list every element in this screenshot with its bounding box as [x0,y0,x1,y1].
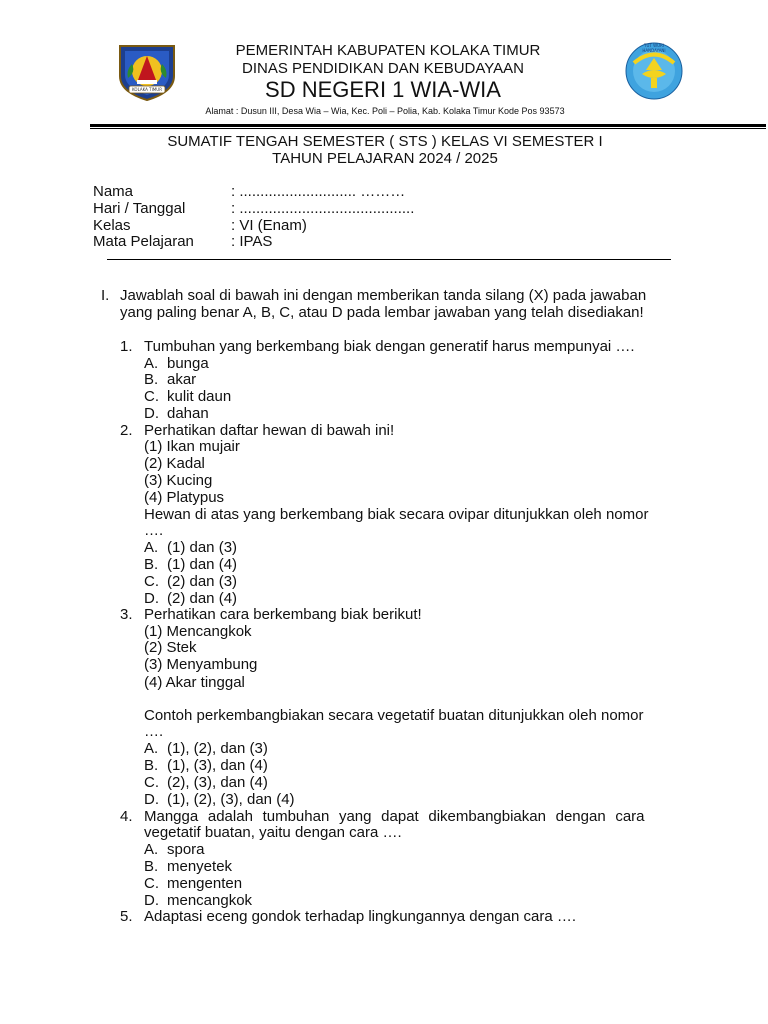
identity-label: Mata Pelajaran [93,233,194,250]
q4-option-d: D. mencangkok [144,892,253,909]
letterhead-government: PEMERINTAH KABUPATEN KOLAKA TIMUR [235,42,541,59]
q1-option-d: D. dahan [144,405,209,422]
letterhead-department: DINAS PENDIDIKAN DAN KEBUDAYAAN [241,60,524,77]
q3-stem-line-2: …. [144,723,164,740]
question-3 [120,607,680,624]
q4-text-line-2: vegetatif buatan, yaitu dengan cara …. [144,824,402,841]
q2-stem-line-1: Hewan di atas yang berkembang biak secara ovipar ditunjukkan oleh nomor [144,506,649,523]
q2-option-c: C. (2) dan (3) [144,573,238,590]
question-text: Perhatikan cara berkembang biak berikut! [144,606,422,623]
q3-item-2: (2) Stek [144,639,197,656]
letterhead-school-name: SD NEGERI 1 WIA-WIA [265,77,501,102]
letterhead-rule-thin [90,128,766,129]
q3-option-d: D. (1), (2), (3), dan (4) [144,791,295,808]
q2-option-a: A. (1) dan (3) [144,539,238,556]
left-logo-banner: KOLAKA TIMUR [132,87,162,92]
q3-item-3: (3) Menyambung [144,656,258,673]
identity-value: : IPAS [231,233,273,250]
q3-item-1: (1) Mencangkok [144,623,252,640]
identity-label: Hari / Tanggal [93,200,186,217]
exam-title: SUMATIF TENGAH SEMESTER ( STS ) KELAS VI SEMESTER I [167,133,603,150]
question-number: 3. [120,606,133,623]
q2-option-d: D. (2) dan (4) [144,590,238,607]
q4-option-b: B. menyetek [144,858,233,875]
identity-label: Nama [93,183,134,200]
q1-option-c: C. kulit daun [144,388,232,405]
section-instruction-line-1: Jawablah soal di bawah ini dengan memberikan tanda silang (X) pada jawaban [120,287,647,304]
question-number: 4. [120,808,133,825]
kolaka-timur-emblem-icon [114,42,180,102]
q3-item-4: (4) Akar tinggal [144,674,245,691]
q2-stem-line-2: …. [144,522,164,539]
letterhead-address: Alamat : Dusun III, Desa Wia – Wia, Kec. Poli – Polia, Kab. Kolaka Timur Kode Pos 93573 [205,106,565,116]
q4-option-c: C. mengenten [144,875,243,892]
q1-option-a: A. bunga [144,355,209,372]
question-text: Tumbuhan yang berkembang biak dengan generatif harus mempunyai …. [144,338,635,355]
question-number: 5. [120,908,133,925]
question-5 [120,909,680,926]
q2-item-4: (4) Platypus [144,489,225,506]
q2-item-2: (2) Kadal [144,455,205,472]
q3-option-b: B. (1), (3), dan (4) [144,757,268,774]
identity-row-name [93,184,405,200]
q3-stem-line-1: Contoh perkembangbiakan secara vegetatif buatan ditunjukkan oleh nomor [144,707,644,724]
right-logo-text: TUT WURI HANDAYANI [642,43,666,53]
question-1 [120,339,680,356]
q2-item-1: (1) Ikan mujair [144,438,240,455]
q2-item-3: (3) Kucing [144,472,213,489]
identity-divider [107,259,671,260]
identity-value: : VI (Enam) [231,217,307,234]
section-instruction-line-2: yang paling benar A, B, C, atau D pada lembar jawaban yang telah disediakan! [120,304,644,321]
identity-row-date [93,201,414,217]
section-numeral: I. [101,287,110,304]
identity-value: : .......................................... [231,200,415,217]
identity-value: : ............................ ……… [231,183,406,200]
q3-option-c: C. (2), (3), dan (4) [144,774,268,791]
identity-row-class [93,218,307,234]
question-number: 1. [120,338,133,355]
q3-option-a: A. (1), (2), dan (3) [144,740,268,757]
q1-option-b: B. akar [144,371,197,388]
identity-label: Kelas [93,217,131,234]
q2-option-b: B. (1) dan (4) [144,556,238,573]
identity-row-subject [93,234,272,250]
question-number: 2. [120,422,133,439]
q4-option-a: A. spora [144,841,205,858]
exam-year: TAHUN PELAJARAN 2024 / 2025 [272,150,498,167]
question-text: Adaptasi eceng gondok terhadap lingkungannya dengan cara …. [144,908,576,925]
question-text: Perhatikan daftar hewan di bawah ini! [144,422,395,439]
question-text: Mangga adalah tumbuhan yang dapat dikembangbiakan dengan cara [144,808,645,825]
letterhead-rule-thick [90,124,766,127]
